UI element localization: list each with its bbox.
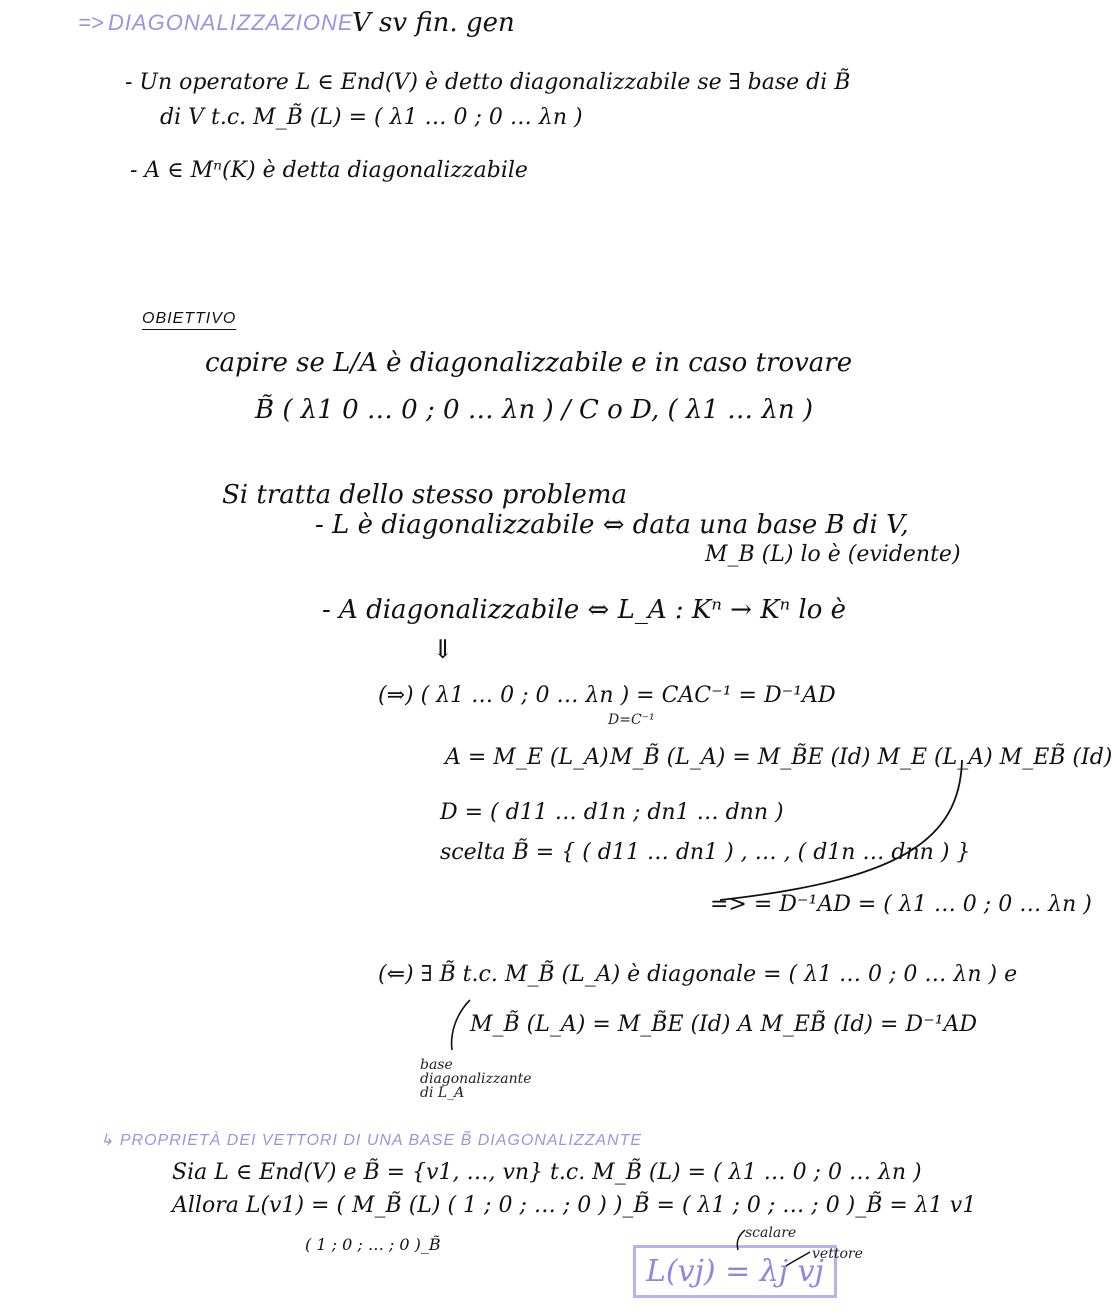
note-scalar: scalare <box>745 1225 797 1241</box>
same-problem-A: - A diagonalizzabile ⇔ L_A : Kⁿ → Kⁿ lo è <box>322 595 847 625</box>
same-problem-intro: Si tratta dello stesso problema <box>222 480 628 510</box>
proof-forward: (⇒) ( λ1 … 0 ; 0 … λn ) = CAC⁻¹ = D⁻¹AD <box>378 683 836 708</box>
proof-backward: (⇐) ∃ B̃ t.c. M_B̃ (L_A) è diagonale = ( λ1 … 0 ; 0 … λn ) e <box>378 962 1018 987</box>
title-subtitle: V sv fin. gen <box>352 8 515 38</box>
curved-arrow-to-result <box>720 760 962 900</box>
proof-choice: scelta B̃ = { ( d11 … dn1 ) , … , ( d1n … dnn ) } <box>440 840 971 865</box>
definition-operator: - Un operatore L ∈ End(V) è detto diagonalizzabile se ∃ base di B̃ <box>125 70 851 95</box>
proof-def-c: D=C⁻¹ <box>608 712 655 728</box>
note-vector: vettore <box>812 1246 863 1262</box>
objective-line-1: capire se L/A è diagonalizzabile e in caso trovare <box>205 348 853 378</box>
boxed-eigen-relation: L(vj) = λj vj <box>633 1245 837 1298</box>
properties-line-3: ( 1 ; 0 ; … ; 0 )_B̃ <box>305 1235 441 1254</box>
arrow-to-vector <box>786 1252 810 1266</box>
arrow-to-base-note <box>452 1000 470 1050</box>
proof-m-eq: M_B̃ (L_A) = M_B̃E (Id) M_E (L_A) M_EB̃ (Id) <box>610 745 1112 770</box>
properties-line-1: Sia L ∈ End(V) e B̃ = {v1, …, vn} t.c. M_B̃ (L) = ( λ1 … 0 ; 0 … λn ) <box>172 1160 922 1185</box>
definition-matrix: di V t.c. M_B̃ (L) = ( λ1 … 0 ; 0 … λn ) <box>160 105 583 130</box>
properties-line-2: Allora L(v1) = ( M_B̃ (L) ( 1 ; 0 ; … ; 0 ) )_B̃ = ( λ1 ; 0 ; … ; 0 )_B̃ = λ1 v1 <box>172 1193 977 1218</box>
arrow-to-scalar <box>737 1230 745 1250</box>
same-problem-L: - L è diagonalizzabile ⇔ data una base B di V, <box>315 510 909 540</box>
proof-a-eq: A = M_E (L_A) <box>445 745 609 770</box>
objective-heading: OBIETTIVO <box>142 310 237 327</box>
objective-line-2: B̃ ( λ1 0 … 0 ; 0 … λn ) / C o D, ( λ1 … λn ) <box>255 395 814 425</box>
properties-heading: ↳ PROPRIETÀ DEI VETTORI DI UNA BASE B̃ DIAGONALIZZANTE <box>100 1132 643 1149</box>
note-diagonalizing-base: base diagonalizzante di L_A <box>420 1057 532 1101</box>
definition-matrix-A: - A ∈ Mⁿ(K) è detta diagonalizzabile <box>130 158 528 183</box>
title-arrow: => <box>78 10 104 35</box>
proof-result: => = D⁻¹AD = ( λ1 … 0 ; 0 … λn ) <box>710 892 1092 917</box>
same-problem-L-2: M_B (L) lo è (evidente) <box>705 542 961 567</box>
proof-d-eq: D = ( d11 … d1n ; dn1 … dnn ) <box>440 800 784 825</box>
implies-arrow: ⇓ <box>432 635 454 665</box>
page-title: DIAGONALIZZAZIONE <box>108 10 354 35</box>
proof-backward-2: M_B̃ (L_A) = M_B̃E (Id) A M_EB̃ (Id) = D⁻¹AD <box>470 1012 978 1037</box>
